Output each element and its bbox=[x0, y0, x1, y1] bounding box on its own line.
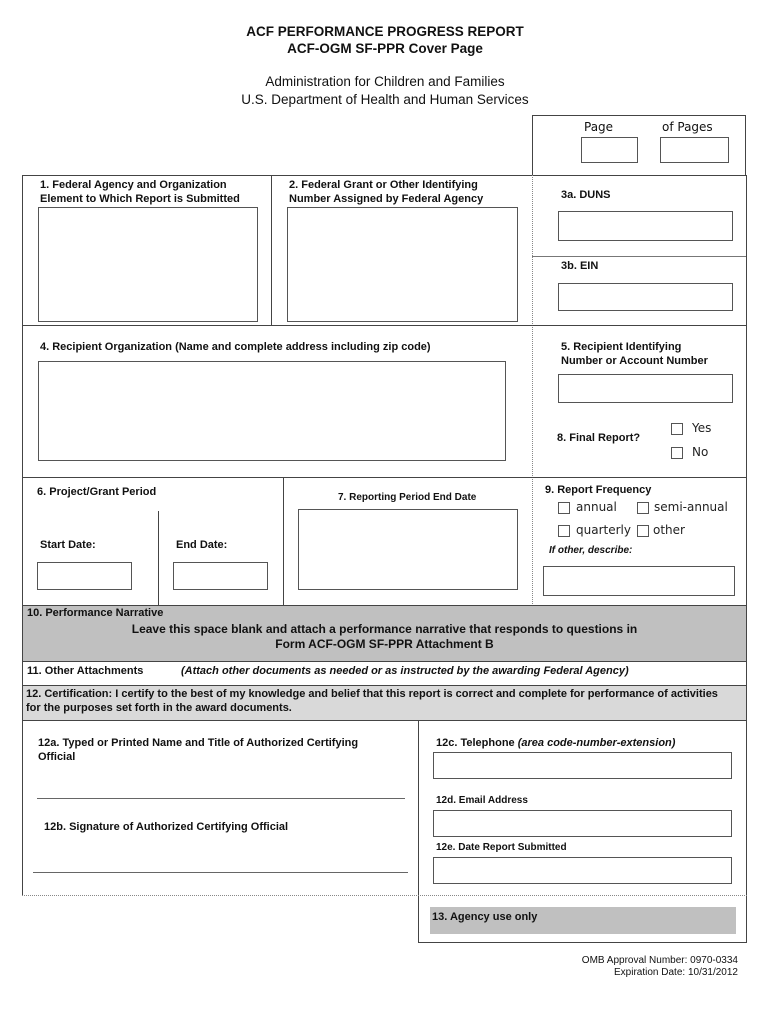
performance-narrative-instructions: Leave this space blank and attach a performance narrative that responds to questions in Form ACF-OGM SF-PPR Attachment B bbox=[131, 622, 638, 651]
frequency-annual-checkbox[interactable] bbox=[558, 502, 570, 514]
performance-narrative-label: 10. Performance Narrative bbox=[27, 607, 164, 619]
divider bbox=[158, 511, 159, 605]
frequency-semiannual-label: semi-annual bbox=[654, 500, 728, 514]
certification-statement: 12. Certification: I certify to the best of my knowledge and belief that this report is correct and complete for performance of activities for the purposes set forth in the award documents. bbox=[26, 688, 718, 714]
other-describe-input[interactable] bbox=[543, 566, 735, 596]
signature-label: 12b. Signature of Authorized Certifying Official bbox=[44, 821, 289, 833]
end-date-label: End Date: bbox=[176, 539, 228, 551]
certifying-official-name-label: 12a. Typed or Printed Name and Title of Authorized Certifying Official bbox=[38, 737, 359, 763]
frequency-semiannual-checkbox[interactable] bbox=[637, 502, 649, 514]
certifying-official-name-line[interactable] bbox=[37, 798, 405, 799]
recipient-id-label: 5. Recipient Identifying Number or Account Number bbox=[561, 341, 708, 367]
field-2-label: 2. Federal Grant or Other Identifying Number Assigned by Federal Agency bbox=[289, 179, 484, 205]
agency-use-label: 13. Agency use only bbox=[432, 911, 538, 923]
omb-number: OMB Approval Number: 0970-0334 bbox=[581, 955, 738, 966]
frequency-other-checkbox[interactable] bbox=[637, 525, 649, 537]
frequency-other-label: other bbox=[653, 523, 685, 537]
end-date-input[interactable] bbox=[173, 562, 268, 590]
recipient-org-label: 4. Recipient Organization (Name and complete address including zip code) bbox=[40, 341, 431, 353]
federal-agency-input[interactable] bbox=[38, 207, 258, 322]
federal-grant-number-input[interactable] bbox=[287, 207, 518, 322]
project-period-label: 6. Project/Grant Period bbox=[37, 486, 157, 498]
report-subtitle: ACF-OGM SF-PPR Cover Page bbox=[287, 41, 483, 56]
signature-line[interactable] bbox=[33, 872, 408, 873]
expiration-date: Expiration Date: 10/31/2012 bbox=[614, 967, 738, 978]
final-report-yes-label: Yes bbox=[692, 421, 712, 435]
field-1-label: 1. Federal Agency and Organization Element to Which Report is Submitted bbox=[40, 179, 240, 205]
divider bbox=[283, 477, 284, 605]
telephone-label: 12c. Telephone (area code-number-extension) bbox=[436, 737, 676, 749]
other-attachments-label: 11. Other Attachments bbox=[27, 665, 144, 677]
divider bbox=[271, 175, 272, 326]
report-title: ACF PERFORMANCE PROGRESS REPORT bbox=[246, 24, 524, 39]
omb-info bbox=[470, 955, 738, 979]
frequency-annual-label: annual bbox=[576, 500, 617, 514]
divider bbox=[532, 175, 533, 606]
other-attachments-note: (Attach other documents as needed or as instructed by the awarding Federal Agency) bbox=[181, 665, 629, 677]
email-label: 12d. Email Address bbox=[436, 795, 528, 806]
ein-input[interactable] bbox=[558, 283, 733, 311]
of-pages-label: of Pages bbox=[662, 120, 713, 134]
final-report-no-label: No bbox=[692, 445, 709, 459]
ein-label: 3b. EIN bbox=[561, 260, 599, 272]
report-frequency-label: 9. Report Frequency bbox=[545, 484, 652, 496]
final-report-no-checkbox[interactable] bbox=[671, 447, 683, 459]
agency-name: Administration for Children and Families bbox=[265, 74, 505, 89]
recipient-id-input[interactable] bbox=[558, 374, 733, 403]
frequency-quarterly-checkbox[interactable] bbox=[558, 525, 570, 537]
final-report-label: 8. Final Report? bbox=[557, 432, 641, 444]
other-describe-label: If other, describe: bbox=[549, 545, 633, 556]
divider bbox=[22, 325, 747, 326]
date-submitted-input[interactable] bbox=[433, 857, 732, 884]
telephone-input[interactable] bbox=[433, 752, 732, 779]
start-date-label: Start Date: bbox=[40, 539, 96, 551]
reporting-end-date-input[interactable] bbox=[298, 509, 518, 590]
date-submitted-label: 12e. Date Report Submitted bbox=[436, 842, 567, 853]
divider bbox=[532, 256, 746, 257]
email-input[interactable] bbox=[433, 810, 732, 837]
start-date-input[interactable] bbox=[37, 562, 132, 590]
frequency-quarterly-label: quarterly bbox=[576, 523, 631, 537]
reporting-end-date-label: 7. Reporting Period End Date bbox=[338, 492, 477, 503]
divider bbox=[22, 477, 747, 478]
page-label: Page bbox=[584, 120, 614, 134]
department-name: U.S. Department of Health and Human Services bbox=[241, 92, 529, 107]
recipient-org-input[interactable] bbox=[38, 361, 506, 461]
duns-label: 3a. DUNS bbox=[561, 189, 611, 201]
final-report-yes-checkbox[interactable] bbox=[671, 423, 683, 435]
total-pages-input[interactable] bbox=[660, 137, 729, 163]
page-number-input[interactable] bbox=[581, 137, 638, 163]
duns-input[interactable] bbox=[558, 211, 733, 241]
